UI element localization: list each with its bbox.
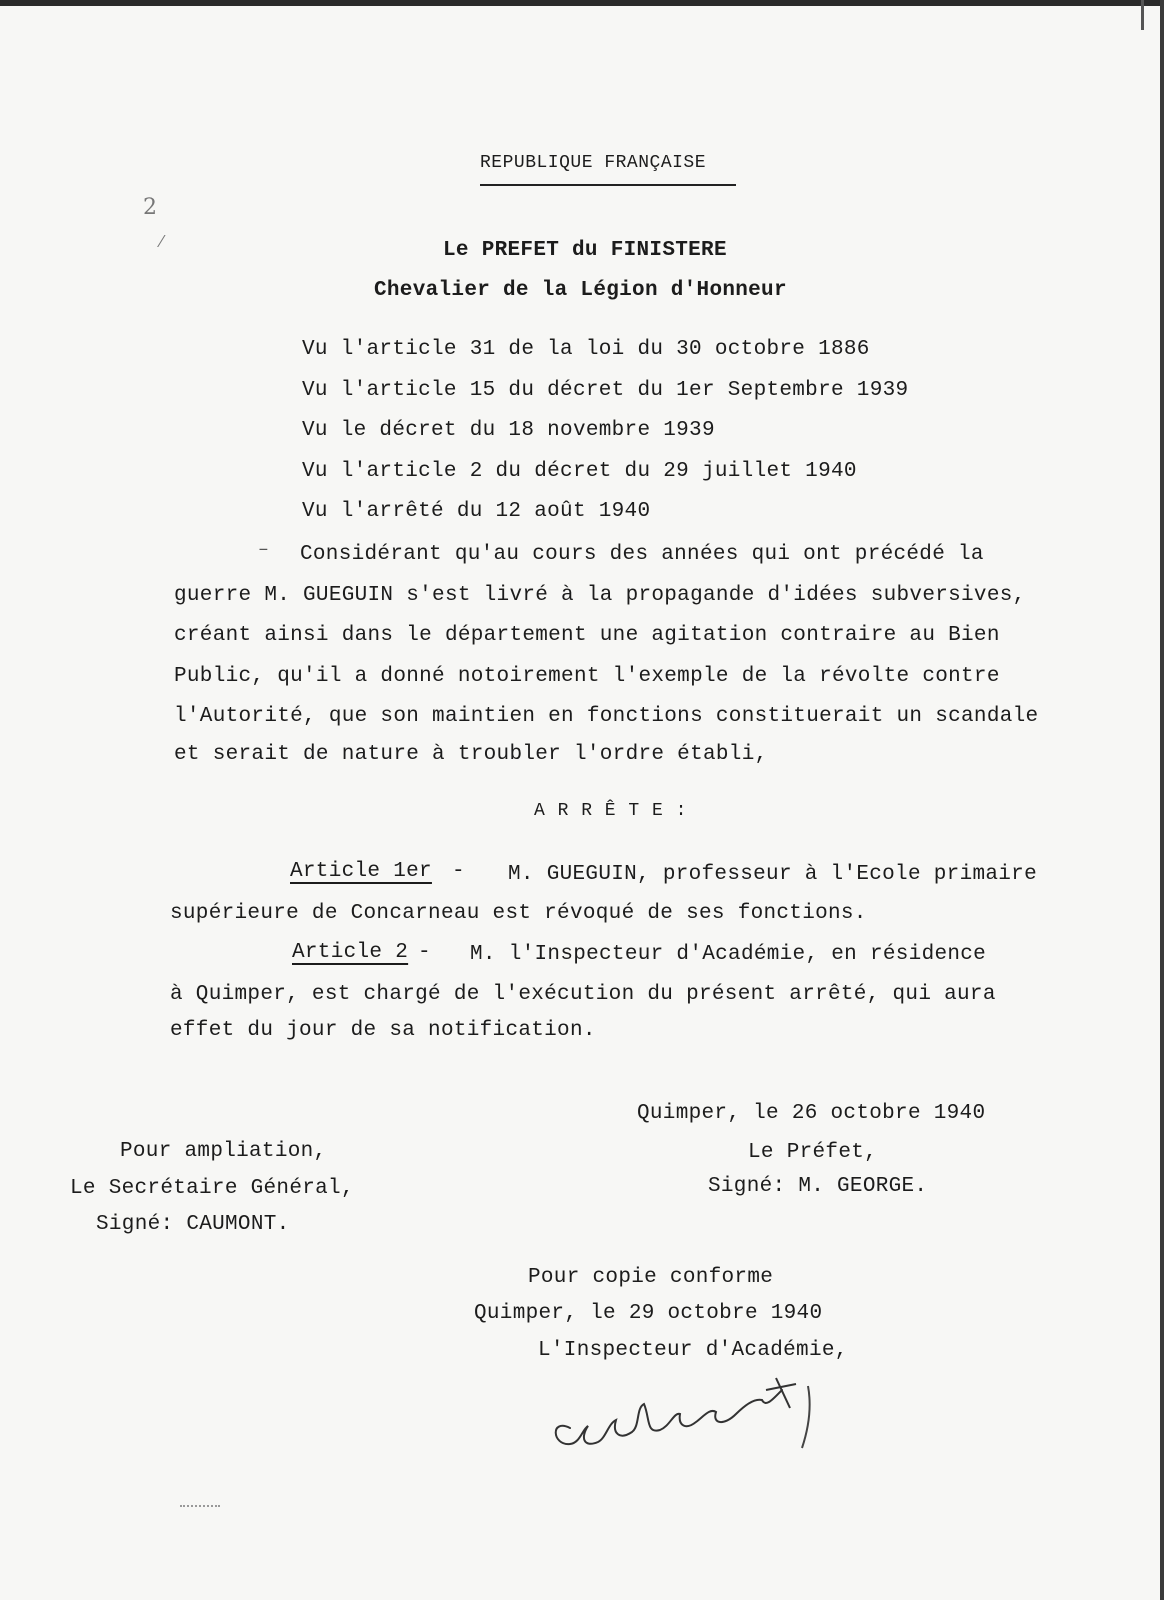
margin-tick: ⁄ [160,232,163,251]
article2-label: Article 2 [292,941,409,964]
article2-line-3: effet du jour de sa notification. [170,1019,596,1042]
scan-edge-mark [1141,0,1144,30]
paragraph-dash: – [258,540,269,560]
article2-dash: - [418,941,431,964]
signature-graphic [540,1368,840,1468]
copie-line-2: Quimper, le 29 octobre 1940 [474,1302,823,1325]
article1-line-1: M. GUEGUIN, professeur à l'Ecole primaire [508,863,1037,886]
date-place: Quimper, le 26 octobre 1940 [637,1102,986,1125]
document-title: REPUBLIQUE FRANÇAISE [480,150,736,186]
vu-line-4: Vu l'article 2 du décret du 29 juillet 1940 [302,460,857,483]
prefet-heading: Le PREFET du FINISTERE [443,239,727,262]
considerant-line-2: guerre M. GUEGUIN s'est livré à la propagande d'idées subversives, [174,584,1026,607]
ampliation-line-2: Le Secrétaire Général, [70,1177,354,1200]
vu-line-2: Vu l'article 15 du décret du 1er Septembre 1939 [302,379,909,402]
ampliation-line-1: Pour ampliation, [120,1140,327,1163]
article1-label: Article 1er [290,860,432,883]
considerant-line-4: Public, qu'il a donné notoirement l'exemple de la révolte contre [174,665,1000,688]
article1-line-2: supérieure de Concarneau est révoqué de ses fonctions. [170,902,867,925]
scan-edge-top [0,0,1164,6]
prefet-signed: Signé: M. GEORGE. [708,1175,928,1198]
margin-note: 2 [143,195,157,220]
considerant-line-1: Considérant qu'au cours des années qui ont précédé la [300,543,984,566]
scan-edge-right [1160,0,1164,1600]
article2-line-1: M. l'Inspecteur d'Académie, en résidence [470,943,987,966]
article1-dash: - [452,860,465,883]
considerant-line-6: et serait de nature à troubler l'ordre établi, [174,743,768,766]
chevalier-heading: Chevalier de la Légion d'Honneur [374,279,787,302]
ampliation-line-3: Signé: CAUMONT. [96,1213,290,1236]
stray-mark [180,1505,220,1519]
considerant-line-3: créant ainsi dans le département une agitation contraire au Bien [174,624,1000,647]
vu-line-3: Vu le décret du 18 novembre 1939 [302,419,715,442]
article2-line-2: à Quimper, est chargé de l'exécution du présent arrêté, qui aura [170,983,996,1006]
copie-line-3: L'Inspecteur d'Académie, [538,1339,848,1362]
vu-line-5: Vu l'arrêté du 12 août 1940 [302,500,651,523]
arrete-heading: A R R Ê T E : [534,801,688,821]
vu-line-1: Vu l'article 31 de la loi du 30 octobre 1886 [302,338,870,361]
copie-line-1: Pour copie conforme [528,1266,774,1289]
considerant-line-5: l'Autorité, que son maintien en fonctions constituerait un scandale [174,705,1039,728]
prefet-title: Le Préfet, [748,1141,878,1164]
